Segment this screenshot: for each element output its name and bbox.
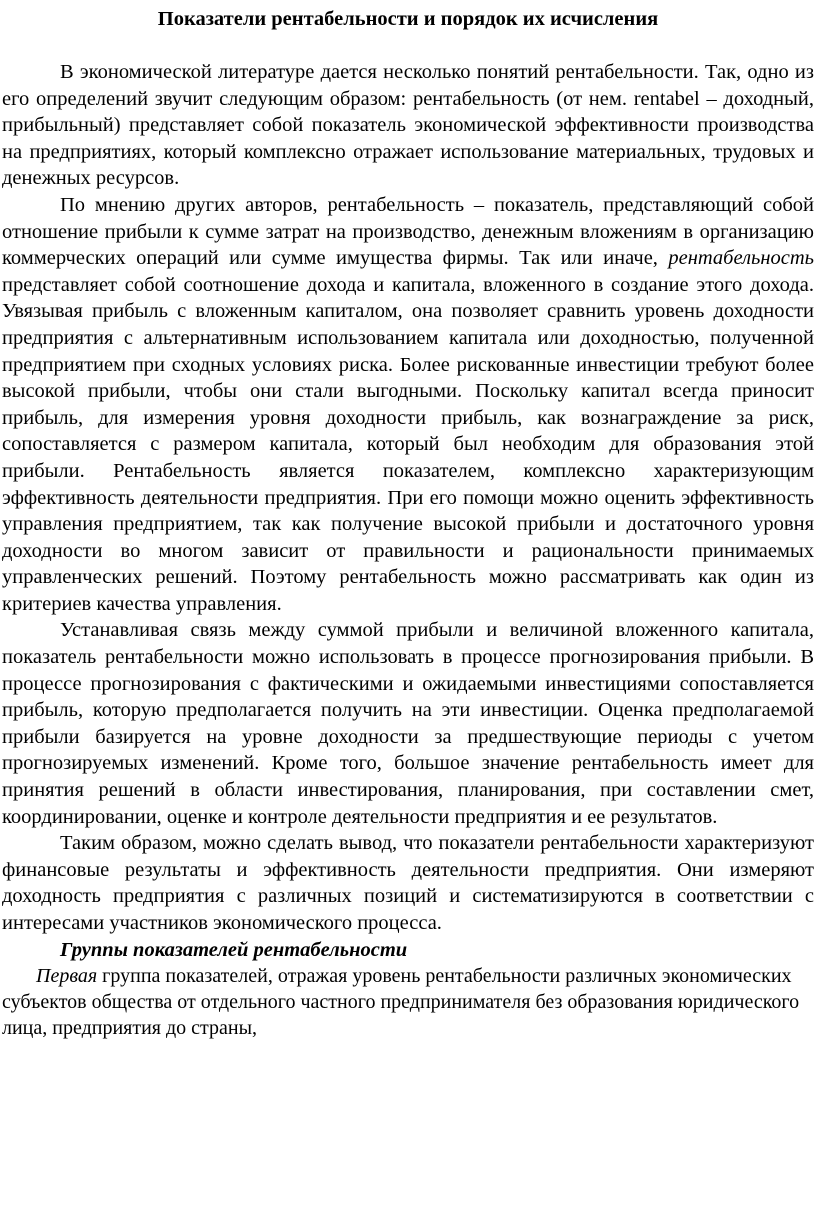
paragraph-3: Устанавливая связь между суммой прибыли и величиной вложенного капитала, показатель рентабельности можно использовать в процессе прогнозирования прибыли. В процессе прогнозирования с фактическими и ожидаемыми инвестициями сопоставляется прибыль, которую предполагается получить на эти инвестиции. Оценка предполагаемой прибыли базируется на уровне доходности за предшествующие периоды с учетом прогнозируемых изменений. Кроме того, большое значение рентабельность имеет для принятия решений в области инвестирования, планирования, при составлении смет, координировании, оценке и контроле деятельности предприятия и ее результатов.: [2, 619, 814, 828]
group-paragraph-text: группа показателей, отражая уровень рентабельности различных экономических субъектов общества от отдельного частного предпринимателя без образования юридического лица, предприятия до страны,: [2, 965, 800, 1040]
paragraph-4: Таким образом, можно сделать вывод, что показатели рентабельности характеризуют финансовые результаты и эффективность деятельности предприятия. Они измеряют доходность предприятия с различных позиций и систематизируются в соответствии с интересами участников экономического процесса.: [2, 832, 814, 934]
paragraph-2-end: представляет собой соотношение дохода и капитала, вложенного в создание этого дохода. Увязывая прибыль с вложенным капиталом, она позволяет сравнить уровень доходности предприятия с альтернативным использованием капитала или доходностью, полученной предприятием при сходных условиях риска. Более рискованные инвестиции требуют более высокой прибыли, чтобы они стали выгодными. Поскольку капитал всегда приносит прибыль, для измерения уровня доходности прибыль, как вознаграждение за риск, сопоставляется с размером капитала, который был необходим для образования этой прибыли. Рентабельность является показателем, комплексно характеризующим эффективность деятельности предприятия. При его помощи можно оценить эффективность управления предприятием, так как получение высокой прибыли и достаточного уровня доходности во многом зависит от правильности и рациональности принимаемых управленческих решений. Поэтому рентабельность можно рассматривать как один из критериев качества управления.: [2, 273, 814, 615]
paragraph-2-start: По мнению других авторов, рентабельность – показатель, представляющий собой отношение прибыли к сумме затрат на производство, денежным вложениям в организацию коммерческих операций или сумме имущества фирмы. Так или иначе,: [2, 193, 814, 270]
group-paragraph: [2, 963, 814, 1041]
paragraph-2: [2, 192, 814, 618]
group-paragraph-emphasis: Первая: [36, 965, 98, 988]
paragraph-1: В экономической литературе дается несколько понятий рентабельности. Так, одно из его определений звучит следующим образом: рентабельность (от нем. rentabel – доходный, прибыльный) представляет собой показатель экономической эффективности производства на предприятиях, который комплексно отражает использование материальных, трудовых и денежных ресурсов.: [2, 61, 814, 190]
document-title: Показатели рентабельности и порядок их исчисления: [157, 8, 659, 30]
section-subheading: Группы показателей рентабельности: [60, 938, 408, 961]
paragraph-2-emphasis: рентабельность: [668, 247, 814, 270]
